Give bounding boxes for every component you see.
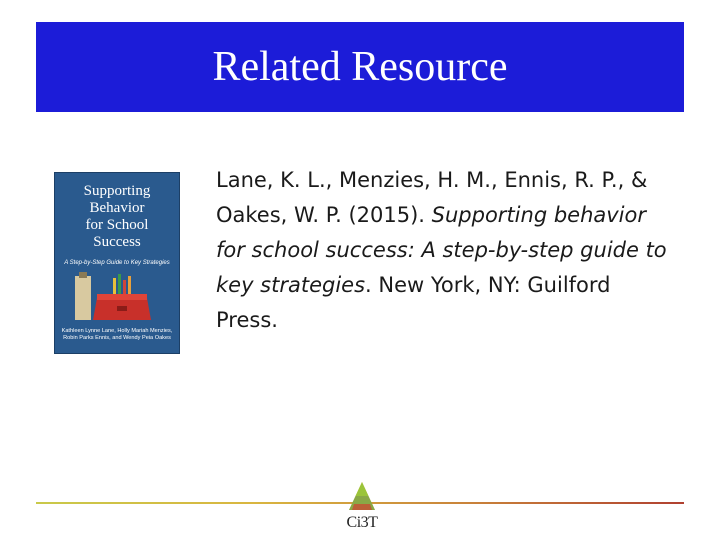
title-banner	[36, 22, 684, 112]
book-cover-image	[54, 172, 180, 354]
book-cover-author-line: Robin Parks Ennis, and Wendy Peia Oakes	[63, 335, 171, 341]
citation-authors: Lane, K. L., Menzies, H. M., Ennis, R. P., & Oakes, W. P. (2015).	[216, 168, 648, 227]
triangle-logo-icon	[336, 480, 388, 514]
book-cover-title-line: Supporting	[83, 183, 151, 199]
ci3t-logo	[336, 480, 388, 540]
citation-publisher: . New York, NY: Guilford Press.	[216, 273, 611, 332]
book-cover-author-line: Kathleen Lynne Lane, Holly Mariah Menzies,	[61, 328, 173, 334]
book-cover-title-line: Behavior	[89, 200, 145, 216]
citation-title: Supporting behavior for school success: A step-by-step guide to key strategies	[216, 203, 667, 297]
slide-title: Related Resource	[212, 44, 508, 90]
book-cover-subtitle: A Step-by-Step Guide to Key Strategies	[64, 260, 170, 266]
book-cover-title	[55, 183, 179, 251]
book-cover-title-line: for School	[85, 217, 149, 233]
toolbox-illustration-icon	[55, 268, 179, 328]
clipboard-shape	[75, 276, 91, 320]
book-cover-title-line: Success	[93, 234, 141, 250]
reference-citation	[216, 163, 676, 338]
book-cover-authors	[55, 328, 179, 342]
logo-text: Ci3T	[346, 514, 378, 531]
